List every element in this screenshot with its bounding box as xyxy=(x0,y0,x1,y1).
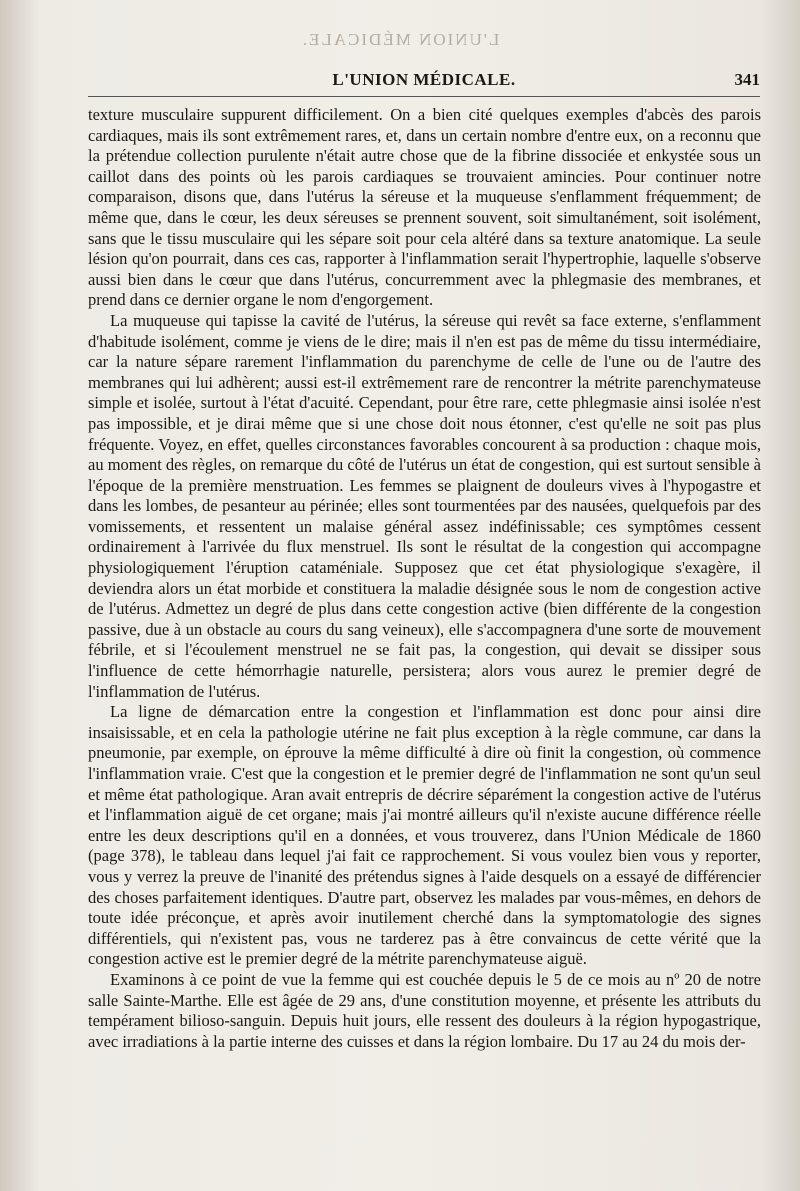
paragraph: La ligne de démarcation entre la congestion et l'inflammation est donc pour ainsi dire insaisissable, et en cela la pathologie utérine ne fait plus exception à la règle commune, car dans la pneumonie, par exemple, on éprouve la même difficulté à dire où finit la congestion, où commence l'inflammation vraie. C'est que la congestion et le premier degré de l'inflammation ne sont qu'un seul et même état pathologique. Aran avait entrepris de décrire séparément la congestion active de l'utérus et l'inflammation aiguë de cet organe; mais j'ai montré ailleurs qu'il n'existe aucune différence réelle entre les deux descriptions qu'il en a données, et vous trouverez, dans l'Union Médicale de 1860 (page 378), le tableau dans lequel j'ai fait ce rapprochement. Si vous voulez bien vous y reporter, vous y verrez la preuve de l'inanité des prétendus signes à l'aide desquels on a essayé de différencier des choses parfaitement identiques. D'autre part, observez les malades par vous-mêmes, en dehors de toute idée préconçue, et après avoir inutilement cherché dans la symptomatologie des signes différentiels, qui n'existent pas, vous ne tarderez pas à être convaincus de cette vérité que la congestion active est le premier degré de la métrite parenchymateuse aiguë. xyxy=(88,702,761,969)
paragraph: Examinons à ce point de vue la femme qui est couchée depuis le 5 de ce mois au nº 20 de notre salle Sainte-Marthe. Elle est âgée de 29 ans, d'une constitution moyenne, et présente les attributs du tempérament bilioso-sanguin. Depuis huit jours, elle ressent des douleurs à la région hypogastrique, avec irradiations à la partie interne des cuisses et dans la région lombaire. Du 17 au 24 du mois der- xyxy=(88,969,761,1051)
article-body xyxy=(88,105,761,1052)
paragraph: texture musculaire suppurent difficilement. On a bien cité quelques exemples d'abcès des parois cardiaques, mais ils sont extrêmement rares, et, dans un certain nombre d'entre eux, on a reconnu que la prétendue collection purulente n'était autre chose que de la fibrine dissociée et enkystée sous un caillot dans des points où les parois cardiaques se trouvaient amincies. Pour continuer notre comparaison, disons que, dans l'utérus la séreuse et la muqueuse s'enflamment fréquemment; de même que, dans le cœur, les deux séreuses se prennent souvent, soit simultanément, soit isolément, sans que le tissu musculaire qui les sépare soit pour cela altéré dans sa texture anatomique. La seule lésion qu'on pourrait, dans ces cas, rapporter à l'inflammation serait l'hypertrophie, laquelle s'observe aussi bien dans le cœur que dans l'utérus, concurremment avec la phlegmasie des membranes, et prend dans ce dernier organe le nom d'engorgement. xyxy=(88,105,761,310)
running-header xyxy=(88,66,760,97)
page-number: 341 xyxy=(734,70,760,89)
journal-title: L'UNION MÉDICALE. xyxy=(332,70,516,89)
bleed-through-header: L'UNION MÉDICALE. xyxy=(300,30,500,49)
paragraph: La muqueuse qui tapisse la cavité de l'utérus, la séreuse qui revêt sa face externe, s'enflamment d'habitude isolément, comme je viens de le dire; mais il n'en est pas de même du tissu intermédiaire, car la nature sépare rarement l'inflammation du parenchyme de celle de l'une ou de l'autre des membranes qui lui adhèrent; aussi est-il extrêmement rare de rencontrer la métrite parenchymateuse simple et isolée, surtout à l'état d'acuité. Cependant, pour être rare, cette phlegmasie ainsi isolée n'est pas impossible, et je dirai même que si une chose doit nous étonner, c'est qu'elle ne soit pas plus fréquente. Voyez, en effet, quelles circonstances favorables concourent à sa production : chaque mois, au moment des règles, on remarque du côté de l'utérus un état de congestion, qui est surtout sensible à l'époque de la première menstruation. Les femmes se plaignent de douleurs vives à l'hypogastre et dans les lombes, de pesanteur au périnée; elles sont tourmentées par des nausées, quelquefois par des vomissements, et ressentent un malaise général assez indéfinissable; ces symptômes cessent ordinairement à l'arrivée du flux menstruel. Ils sont le résultat de la congestion qui accompagne physiologiquement l'éruption cataméniale. Supposez que cet état physiologique s'exagère, il deviendra alors un état morbide et constituera la maladie désignée sous le nom de congestion active de l'utérus. Admettez un degré de plus dans cette congestion active (bien différente de la congestion passive, due à un obstacle au cours du sang veineux), elle s'accompagnera d'une sorte de mouvement fébrile, et si l'écoulement menstruel ne se fait pas, la congestion, qui devait se dissiper sous l'influence de cette hémorrhagie naturelle, persistera; alors vous aurez le premier degré de l'inflammation de l'utérus. xyxy=(88,310,761,701)
